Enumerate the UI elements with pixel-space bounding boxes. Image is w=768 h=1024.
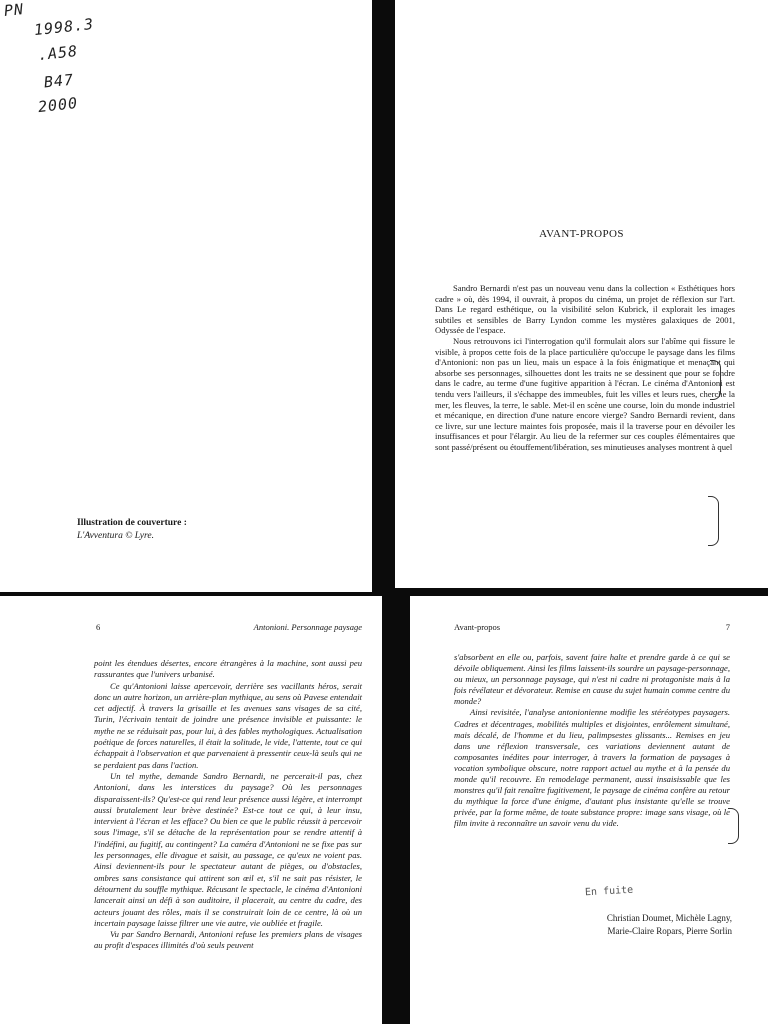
pencil-bracket-mark xyxy=(710,360,721,400)
paragraph: s'absorbent en elle ou, parfois, savent faire halte et prendre garde à ce qui se dévoile obliquement. Ainsi les films laissent-ils sourdre un paysage-personnage, ou mieux, un personnage paysage, qui n'est ni cadre ni protagoniste mais à la fois révélateur et dévorateur. Remise en cause du sujet humain comme centre du monde? xyxy=(454,652,730,707)
running-head: Avant-propos xyxy=(454,622,501,632)
page-6 xyxy=(0,596,382,1024)
page-number: 7 xyxy=(725,622,730,632)
paragraph: Nous retrouvons ici l'interrogation qu'il formulait alors sur l'abîme qui fissure le visible, à propos cette fois de la place particulière qu'occupe le paysage dans les films d'Antonioni: non pas un lieu, mais un espace à la fois énigmatique et menaçant qui absorbe ses personnages, silhouettes dont les traits ne se dessinent que pour se fondre dans le cadre, au terme d'une fugitive apparition à l'écran. Le cinéma d'Antonioni est tendu vers l'ailleurs, il s'échappe des immeubles, fuit les villes et leurs rues, cherche la mer, les fleuves, la terre, le sable. Met-il en scène une course, loin du monde industriel et mécanique, en direction d'une nature encore vierge? Sandro Bernardi revient, dans ce livre, sur une lecture maintes fois proposée, mais il la traverse pour en dévoiler les insuffisances et pour l'élargir. Au lieu de la refermer sur ces couples élémentaires que sont passé/présent ou étouffement/libération, ses minutieuses analyses montrent à quel xyxy=(435,335,735,452)
signature-line: Christian Doumet, Michèle Lagny, xyxy=(606,913,732,923)
handwritten-callnumber-4: B47 xyxy=(43,70,75,92)
signature-line: Marie-Claire Ropars, Pierre Sorlin xyxy=(607,926,732,936)
page-inside-cover xyxy=(0,0,372,592)
paragraph: Ce qu'Antonioni laisse apercevoir, derrière ses vacillants héros, serait donc un autre horizon, un arrière-plan mythique, au sens où Pavese entendait cet adjectif. À travers la grisaille et les avenues sans visages de sa cité, Turin, l'écrivain tentait de joindre une présence invisible et puissante: le mythe ne se réduisait pas, pour lui, à des fables mythologiques. Actualisation poétique de forces naturelles, il était la solitude, le vide, l'attente, tout ce qui échappait à l'observation et que parvenaient à pressentir ceux-là seuls qui ne se perdaient pas dans l'action. xyxy=(94,680,362,770)
page-number: 6 xyxy=(96,622,101,632)
cover-illustration-credit xyxy=(77,517,187,543)
authors-signature xyxy=(607,912,732,938)
caption-title: Illustration de couverture : xyxy=(77,518,187,528)
handwritten-callnumber-1: PN xyxy=(3,0,25,21)
page-6-text xyxy=(94,658,362,952)
page-7-text xyxy=(454,652,730,830)
avant-propos-text xyxy=(435,283,735,453)
page-avant-propos xyxy=(395,0,768,588)
pencil-bracket-mark xyxy=(708,496,719,546)
paragraph: Ainsi revisitée, l'analyse antonionienne modifie les stéréotypes paysagers. Cadres et décentrages, mobilités multiples et disjointes, enrôlement simultané, mais décalé, de l'homme et du lieu, palimpsestes glissants... Remises en jeu dans une réflexion transversale, ces variations deviennent autant de composantes inédites pour interroger, à travers la formation de paysages à vocation symbolique obscure, notre rapport actuel au mythe et à la pensée du monde qu'il recouvre. En remodelage permanent, aussi insaisissable que les monstres qu'il fait renaître fugitivement, le paysage de cinéma confère au retour du mythique la force d'une énigme, d'autant plus insistante qu'elle se trouve privée, par la forme même, de toute substance propre: image sans visage, où le film invite à reconnaître un savoir venu du vide. xyxy=(454,707,730,829)
page-7 xyxy=(410,596,768,1024)
page-title: AVANT-PROPOS xyxy=(539,228,624,240)
paragraph: point les étendues désertes, encore étrangères à la machine, sont aussi peu rassurantes que l'univers urbanisé. xyxy=(94,658,362,680)
handwritten-callnumber-3: .A58 xyxy=(37,41,79,65)
handwritten-callnumber-5: 2000 xyxy=(37,93,79,117)
paragraph: Vu par Sandro Bernardi, Antonioni refuse les premiers plans de visages au profit d'espaces illimités d'où seuls peuvent xyxy=(94,929,362,951)
handwritten-margin-note: En fuite xyxy=(584,884,634,899)
caption-text: L'Avventura © Lyre. xyxy=(77,531,154,541)
handwritten-callnumber-2: 1998.3 xyxy=(33,14,95,40)
running-head: Antonioni. Personnage paysage xyxy=(253,622,362,632)
paragraph: Un tel mythe, demande Sandro Bernardi, ne percerait-il pas, chez Antonioni, dans les interstices du paysage? Où les personnages disparaissent-ils? Qu'est-ce qui rend leur présence aussi légère, et interrompt aussi brutalement leur brève destinée? Est-ce tout ce qui, à leur insu, intervient à l'écran et les efface? Ou bien ce que le public réussit à percevoir sous l'image, s'il se détache de la représentation pour se rendre attentif à l'indéfini, au fugitif, au contingent? La caméra d'Antonioni ne se fixe pas sur les personnages, elle divague et saisit, au passage, ce qu'eux ne voient pas. Ainsi deviennent-ils pour le spectateur autant de pièges, ou d'obstacles, ombres sans consistance qui attirent son œil et, s'il ne sait pas résister, le détournent du souffle mythique. Récusant le spectacle, le cinéma d'Antonioni lancerait ainsi un défi à son auditoire, il placerait, au centre du cadre, des acteurs jouant des rôles, mais il se construirait loin de ce centre, là où un incertain paysage laisse filtrer une vie autre, vie oubliée et fragile. xyxy=(94,770,362,928)
paragraph: Sandro Bernardi n'est pas un nouveau venu dans la collection « Esthétiques hors cadre » où, dès 1994, il ouvrait, à propos du cinéma, un projet de réflexion sur l'art. Dans Le regard esthétique, ou la visibilité selon Kubrick, il explorait les images subtiles et sensibles de Barry Lyndon comme les mystères galaxiques de 2001, Odyssée de l'espace. xyxy=(435,283,735,336)
pencil-bracket-mark xyxy=(728,808,739,844)
